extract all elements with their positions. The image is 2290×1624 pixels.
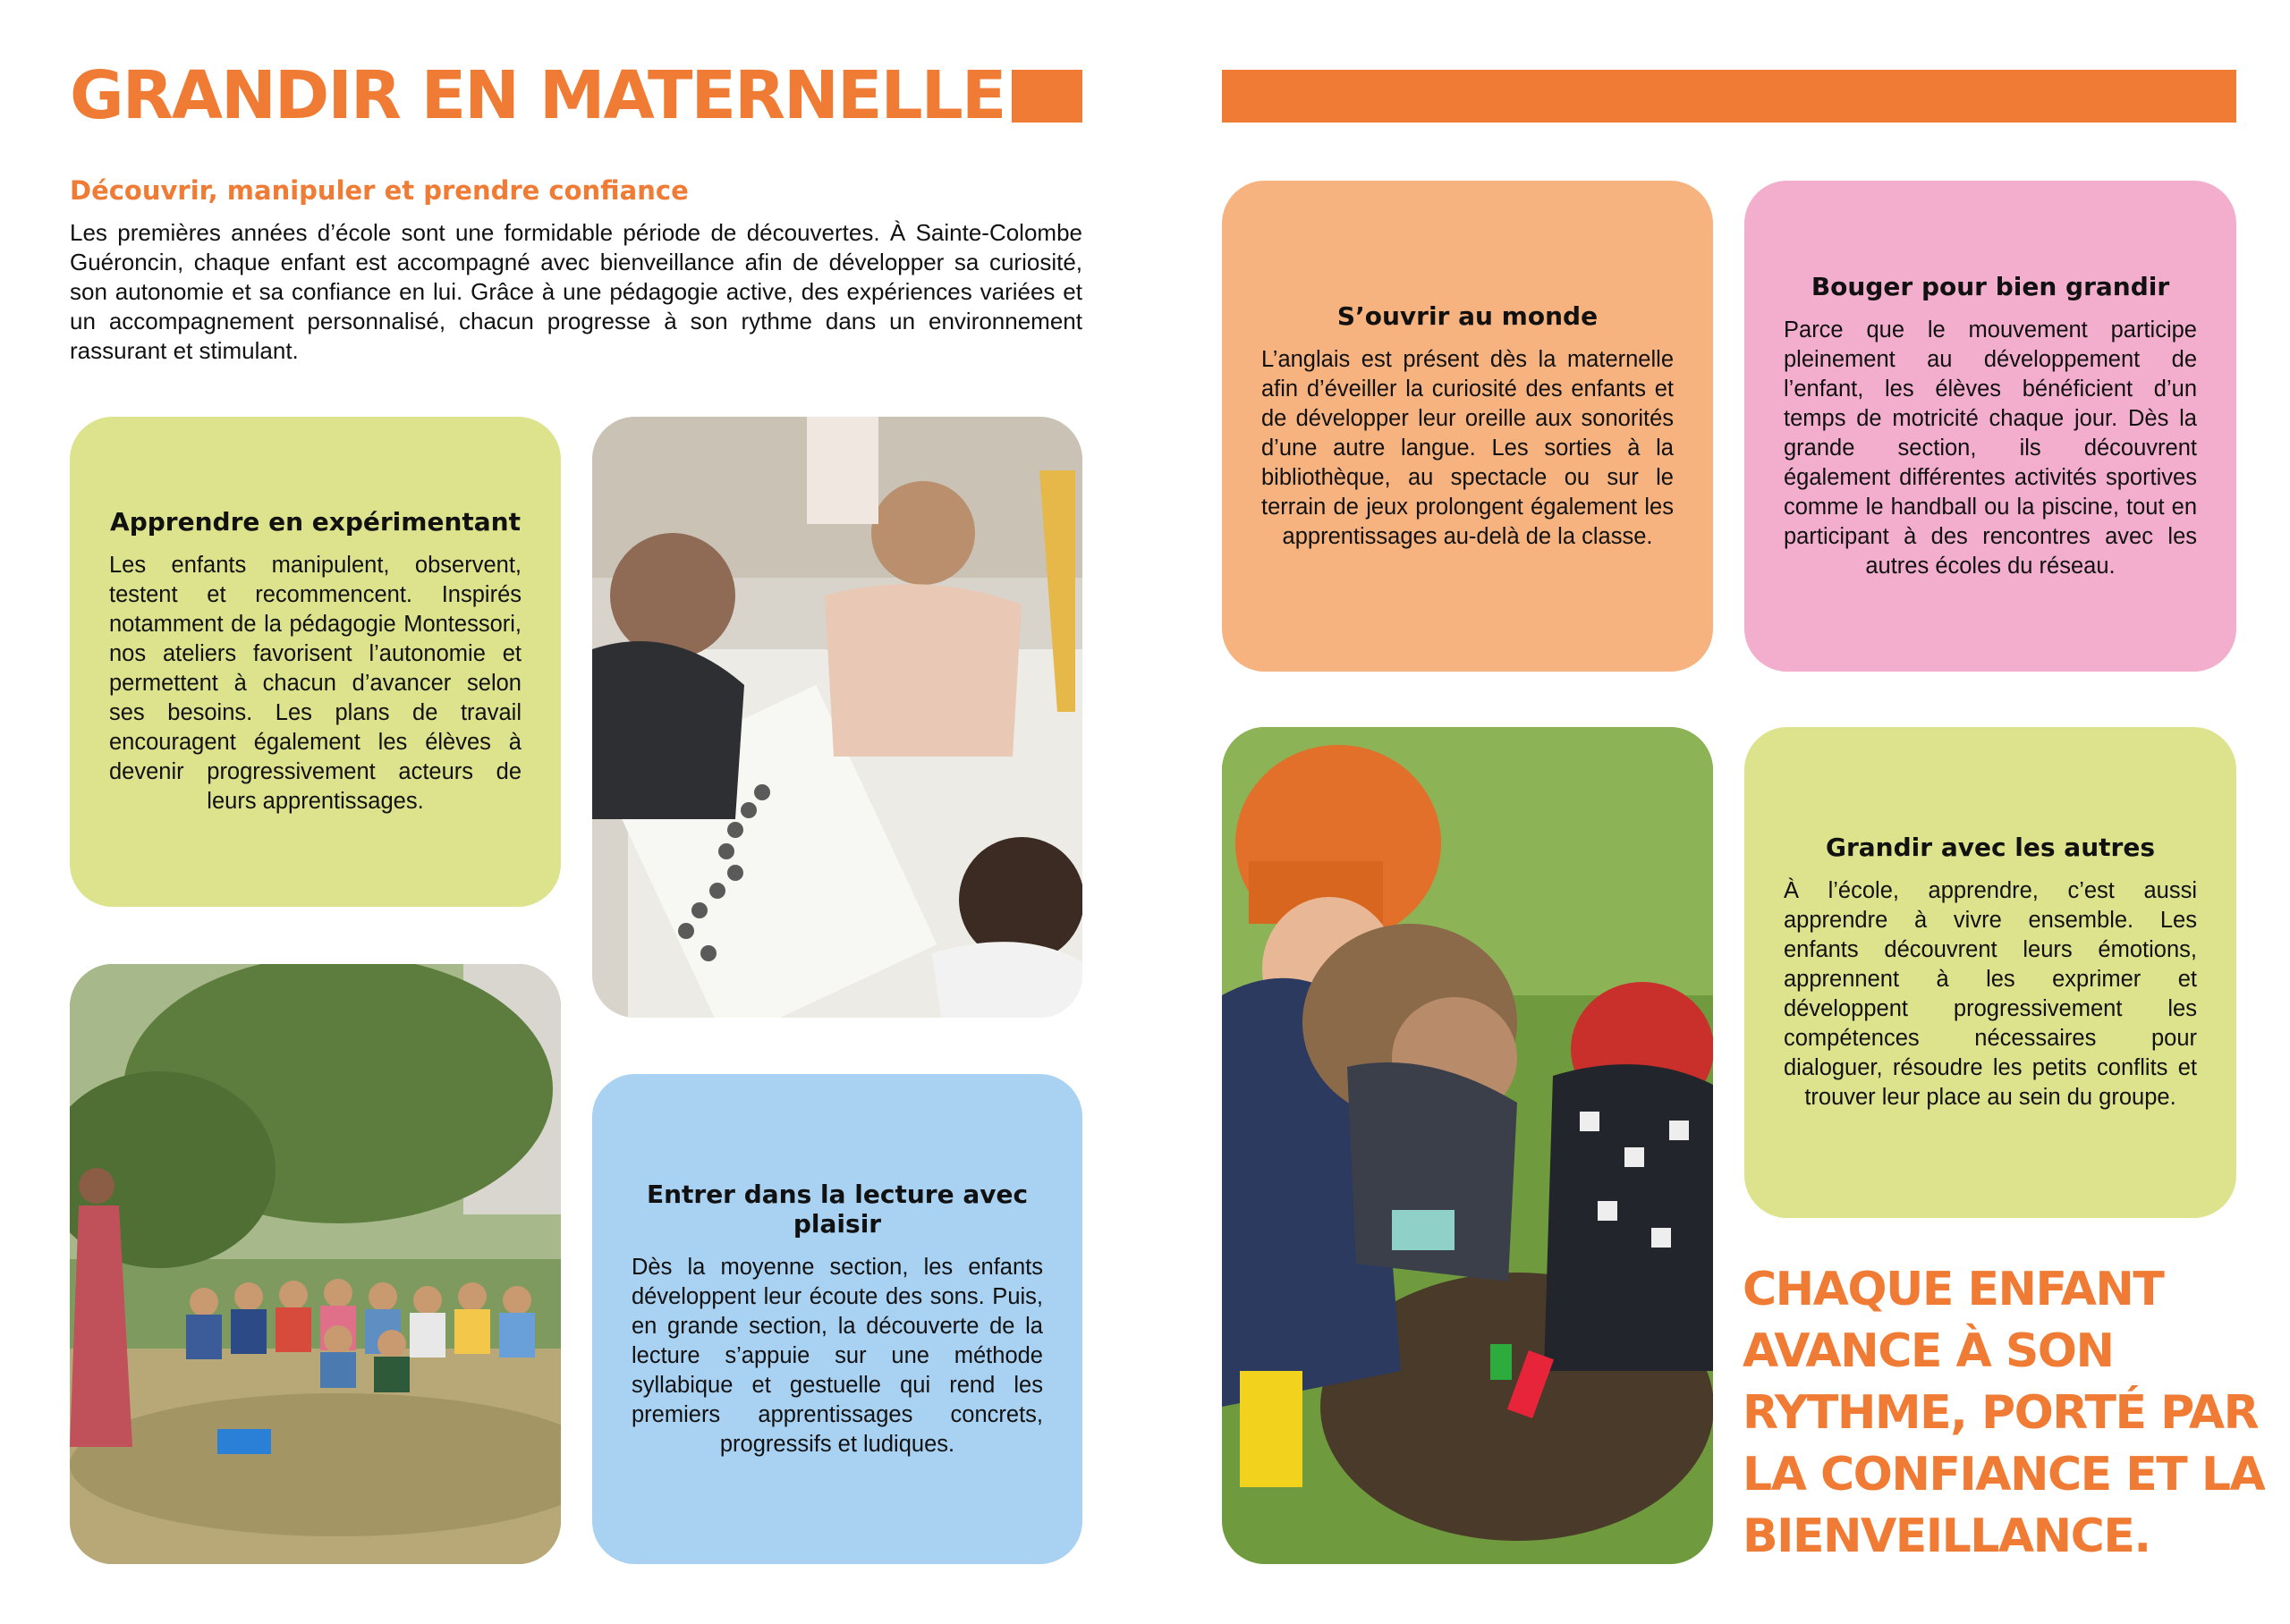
tagline-line: LA CONFIANCE ET LA [1743,1448,2265,1501]
card-title: S’ouvrir au monde [1336,300,1599,331]
card-text: Les enfants manipulent, observent, testent et recommencent. Inspirés notamment de la pédagogie Montessori, nos ateliers favorisent l’autonomie et permettent à chacun d’avancer selon ses besoins. Les plans de travail encouragent également les élèves à devenir progressivement acteurs de leurs apprentissages. [109,553,522,814]
card-text: L’anglais est présent dès la maternelle afin d’éveiller la curiosité des enfants et de développer leur oreille aux sonorités d’une autre langue. Les sorties à la bibliothèque, au spectacle ou sur le terrain de jeux prolongent également les apprentissages au-delà de la classe. [1261,346,1674,549]
card-text: Dès la moyenne section, les enfants développent leur écoute des sons. Puis, en grande section, la découverte de la lecture s’appuie sur une méthode syllabique et gestuelle qui rend les premiers apprentissages concrets, progressifs et ludiques. [632,1254,1043,1457]
photo-children-board-game [592,417,1082,1018]
tagline-line: AVANCE À SON [1743,1324,2114,1378]
header-accent-bar [1222,70,2236,123]
card-grandir-avec-les-autres [1744,727,2236,1218]
page-title: GRANDIR EN MATERNELLE [70,57,1005,134]
intro-text: Les premières années d’école sont une formidable période de découvertes. À Sainte-Colombe Guéroncin, chaque enfant est accompagné avec bienveillance afin de développer sa curiosité, son autonomie et sa confiance en lui. Grâce à une pédagogie active, des expériences variées et un accompagnement personnalisé, chacun progresse à son rythme dans un environnement rassurant et stimulant. [70,219,1082,364]
card-title: Entrer dans la lecture avec plaisir [646,1179,1029,1239]
card-text: Parce que le mouvement participe pleinement au développement de l’enfant, les élèves bénéficient d’un temps de motricité chaque jour. Dès la grande section, ils découvrent également différentes activités sportives comme le handball ou la piscine, tout en participant à des rencontres avec les autres écoles du réseau. [1784,317,2197,579]
card-title: Apprendre en expérimentant [110,507,521,537]
intro-subtitle: Découvrir, manipuler et prendre confiance [70,175,689,206]
card-souvrir-au-monde [1222,181,1713,672]
tagline-line: CHAQUE ENFANT [1743,1263,2164,1316]
title-accent-block [1012,70,1082,123]
card-title: Grandir avec les autres [1826,833,2155,862]
tagline-line: RYTHME, PORTÉ PAR [1743,1386,2259,1440]
photo-outdoor-storytelling [70,964,561,1564]
card-text: À l’école, apprendre, c’est aussi apprendre à vivre ensemble. Les enfants découvrent leurs émotions, apprennent à les exprimer et développent progressivement les compétences nécessaires pour dialoguer, résoudre les petits conflits et trouver leur place au sein du groupe. [1784,878,2197,1110]
photo-children-gardening [1222,727,1713,1564]
tagline-line: BIENVEILLANCE. [1743,1510,2150,1563]
card-entrer-dans-la-lecture [592,1074,1082,1564]
card-bouger-pour-bien-grandir [1744,181,2236,672]
closing-tagline [1743,1259,2279,1568]
card-apprendre-en-experimentant [70,417,561,907]
card-title: Bouger pour bien grandir [1811,271,2170,301]
